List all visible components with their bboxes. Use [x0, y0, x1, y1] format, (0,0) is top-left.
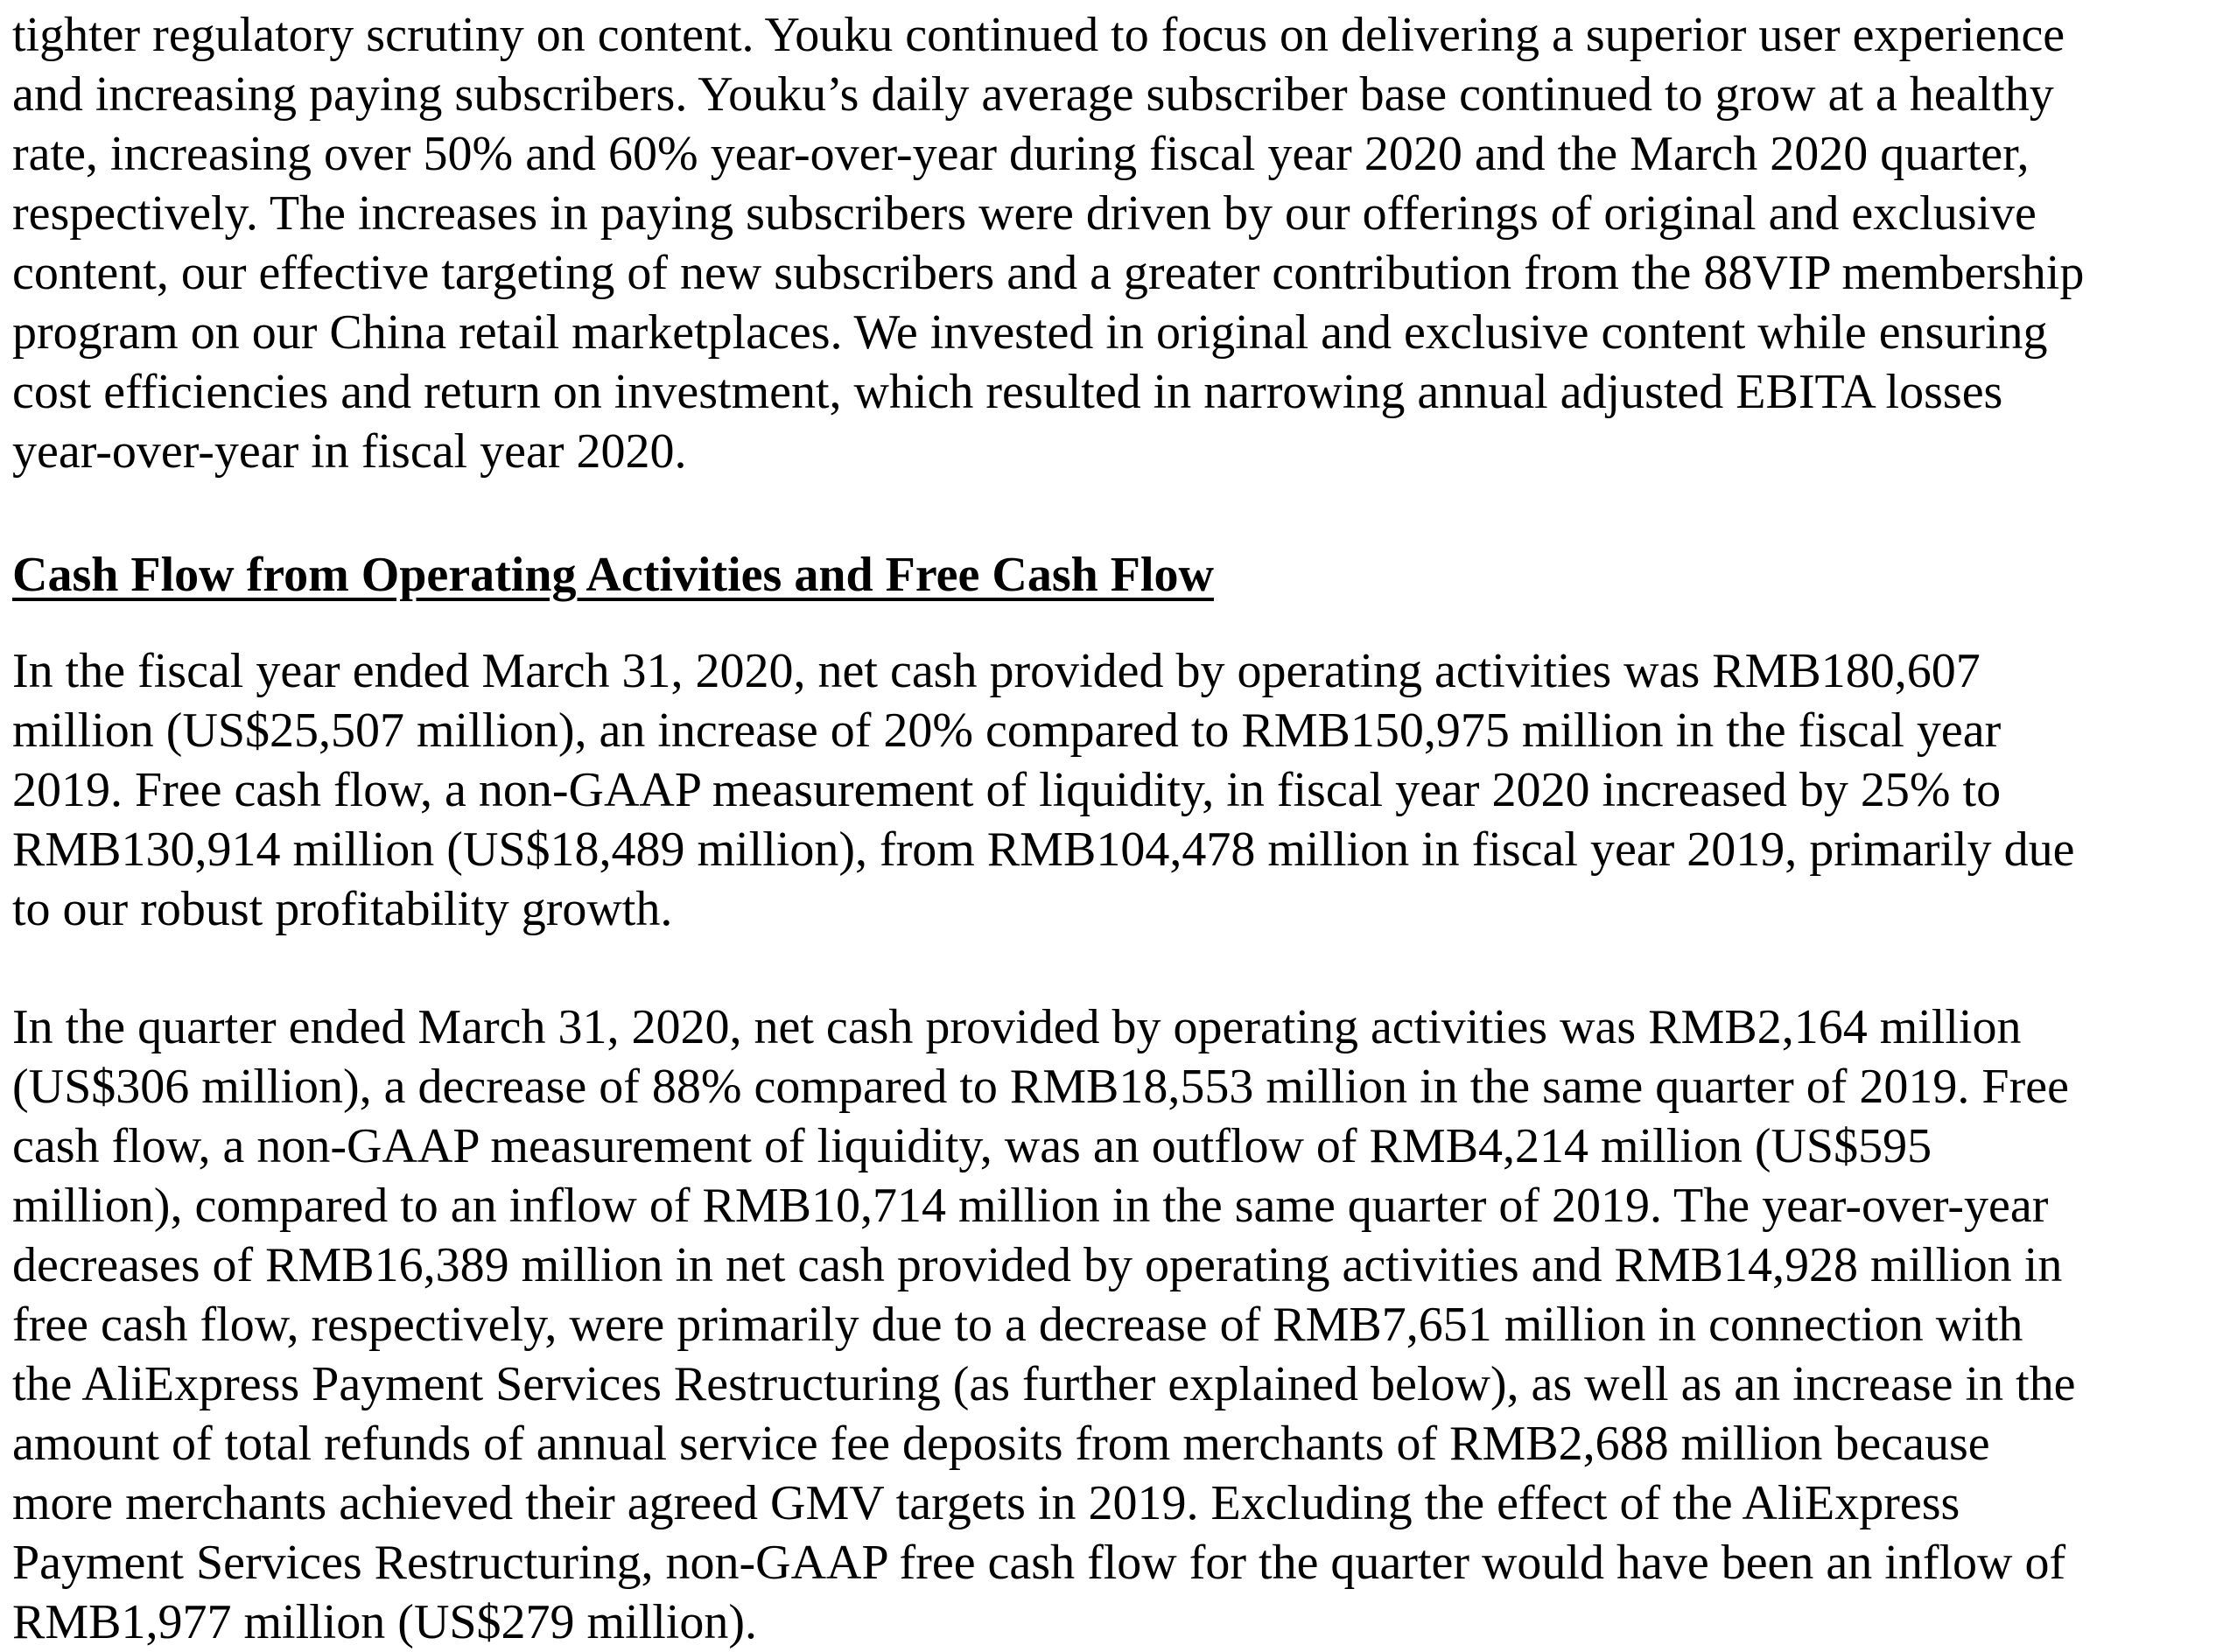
paragraph-line: 2019. Free cash flow, a non-GAAP measurement of liquidity, in fiscal year 2020 increased by 25% to: [12, 763, 2002, 817]
paragraph-line: cash flow, a non-GAAP measurement of liquidity, was an outflow of RMB4,214 million (US$595: [12, 1119, 1932, 1173]
paragraph-line: In the fiscal year ended March 31, 2020, net cash provided by operating activities was RMB180,607: [12, 644, 1981, 698]
paragraph-line: (US$306 million), a decrease of 88% compared to RMB18,553 million in the same quarter of 2019. Free: [12, 1060, 2069, 1114]
paragraph-line: free cash flow, respectively, were primarily due to a decrease of RMB7,651 million in connection with: [12, 1298, 2023, 1352]
paragraph-line: cost efficiencies and return on investment, which resulted in narrowing annual adjusted EBITA losses: [12, 365, 2003, 419]
paragraph-line: RMB130,914 million (US$18,489 million), from RMB104,478 million in fiscal year 2019, primarily due: [12, 822, 2075, 877]
paragraph-line: amount of total refunds of annual service fee deposits from merchants of RMB2,688 million because: [12, 1417, 1990, 1471]
paragraph-line: content, our effective targeting of new subscribers and a greater contribution from the 88VIP membership: [12, 246, 2085, 300]
paragraph-line: million (US$25,507 million), an increase of 20% compared to RMB150,975 million in the fiscal year: [12, 704, 2002, 758]
paragraph-line: year-over-year in fiscal year 2020.: [12, 424, 687, 479]
paragraph-line: program on our China retail marketplaces. We invested in original and exclusive content while ensuring: [12, 305, 2048, 360]
paragraph-line: In the quarter ended March 31, 2020, net cash provided by operating activities was RMB2,164 million: [12, 1000, 2022, 1054]
paragraph-line: and increasing paying subscribers. Youku’s daily average subscriber base continued to grow at a healthy: [12, 67, 2054, 122]
paragraph-line: Payment Services Restructuring, non-GAAP free cash flow for the quarter would have been an inflow of: [12, 1536, 2066, 1590]
paragraph-line: respectively. The increases in paying subscribers were driven by our offerings of original and exclusive: [12, 186, 2037, 241]
paragraph-line: to our robust profitability growth.: [12, 882, 673, 936]
paragraph-line: more merchants achieved their agreed GMV targets in 2019. Excluding the effect of the AliExpress: [12, 1476, 1960, 1530]
paragraph-line: RMB1,977 million (US$279 million).: [12, 1595, 757, 1649]
paragraph-line: million), compared to an inflow of RMB10,714 million in the same quarter of 2019. The year-over-year: [12, 1179, 2049, 1233]
paragraph-line: the AliExpress Payment Services Restructuring (as further explained below), as well as an increase in the: [12, 1357, 2076, 1411]
section-heading: Cash Flow from Operating Activities and Free Cash Flow: [12, 548, 1214, 602]
paragraph-line: rate, increasing over 50% and 60% year-over-year during fiscal year 2020 and the March 2020 quarter,: [12, 127, 2030, 181]
paragraph-line: tighter regulatory scrutiny on content. Youku continued to focus on delivering a superior user experience: [12, 8, 2065, 62]
paragraph-line: decreases of RMB16,389 million in net cash provided by operating activities and RMB14,928 million in: [12, 1238, 2063, 1292]
